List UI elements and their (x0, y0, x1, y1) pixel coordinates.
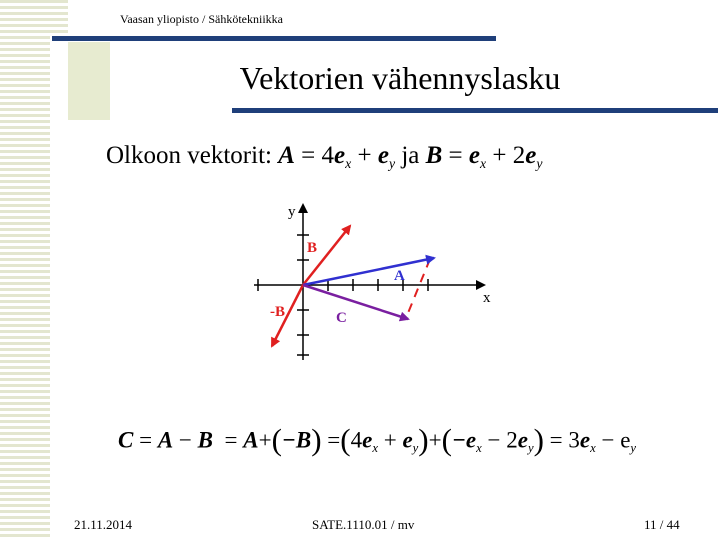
label-B: B (307, 240, 318, 256)
footer-course-code: SATE.1110.01 / mv (312, 517, 415, 532)
slide-title: Vektorien vähennyslasku (239, 60, 561, 96)
label-A: A (394, 268, 405, 284)
definition-ja: ja (401, 142, 420, 169)
vector-definition: Olkoon vektorit: $A = 4e_x + e_y$ ja $B = e_x + 2e_y$ (106, 142, 543, 171)
definition-A: A (278, 142, 295, 169)
definition-B: B (425, 142, 443, 169)
label-C: C (336, 310, 347, 326)
footer-page-number: 11 / 44 (644, 517, 680, 532)
definition-intro: Olkoon vektorit: (106, 142, 272, 169)
label-negB: -B (270, 304, 285, 320)
dashed-translated-negB (406, 259, 430, 318)
footer-date: 21.11.2014 (74, 517, 133, 532)
header-organization: Vaasan yliopisto / Sähkötekniikka (120, 12, 283, 26)
x-axis-label: x (483, 290, 491, 306)
subtraction-equation: $C = A - B = A+(-B) =(4e_x + e_y)+(-e_x - 2e_y) = 3e_x - e_y$ (118, 422, 637, 457)
y-axis-label: y (288, 204, 296, 220)
vector-C (303, 285, 408, 319)
